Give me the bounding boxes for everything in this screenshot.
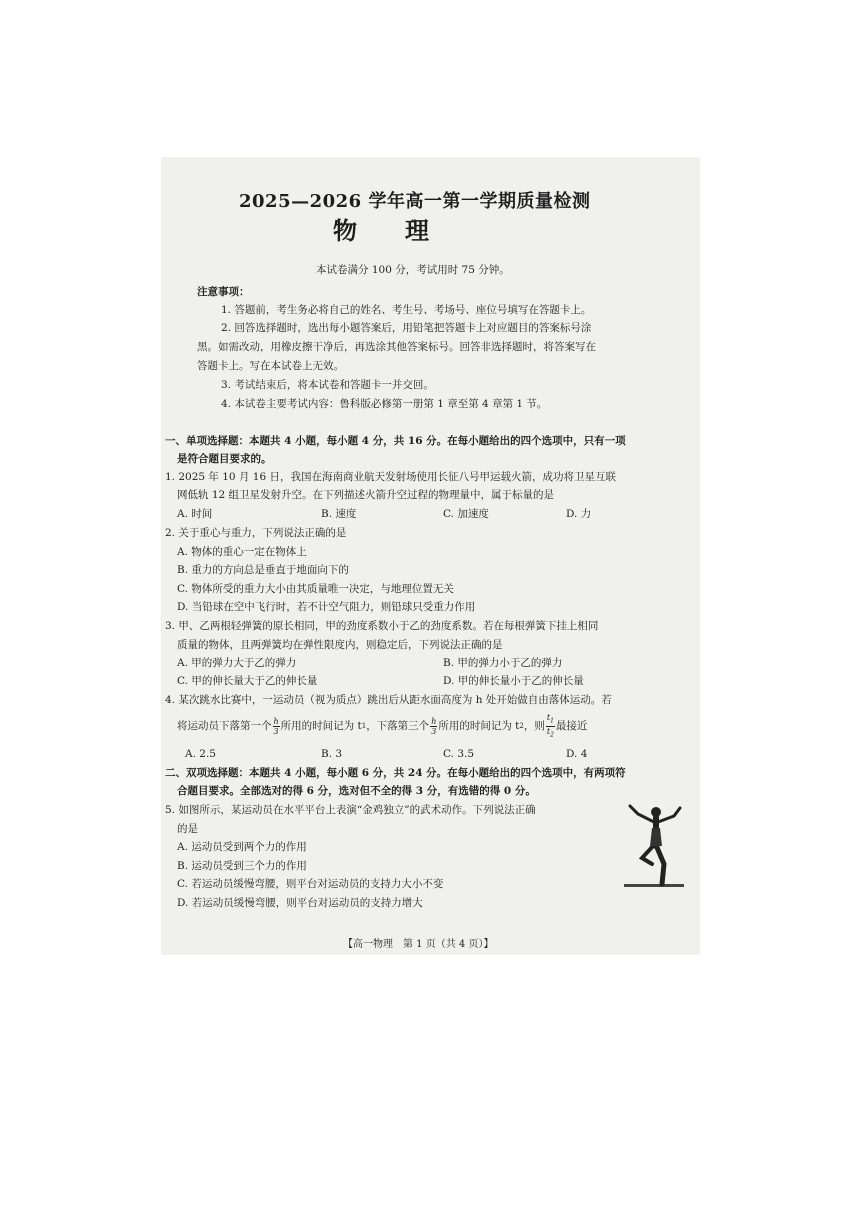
q4-ratio-sub2: 2 — [550, 731, 554, 739]
q4-ratio-numerator — [546, 713, 555, 727]
q2-option-b: B. 重力的方向总是垂直于地面向下的 — [177, 564, 349, 576]
q3-option-c: C. 甲的伸长量大于乙的伸长量 — [177, 675, 318, 687]
q4-stem: 4. 某次跳水比赛中，一运动员（视为质点）跳出后从距水面高度为 h 处开始做自由落体运动。若 — [165, 694, 612, 706]
notice-2-cont2: 答题卡上。写在本试卷上无效。 — [197, 360, 344, 372]
q4-fraction-h-over-3-b — [430, 717, 437, 736]
notice-2-cont: 黑。如需改动，用橡皮擦干净后，再选涂其他答案标号。回答非选择题时，将答案写在 — [197, 341, 596, 353]
q4-option-a: A. 2.5 — [185, 748, 216, 760]
q1-option-d: D. 力 — [566, 508, 592, 520]
q3-stem: 3. 甲、乙两根轻弹簧的原长相同，甲的劲度系数小于乙的劲度系数。若在每根弹簧下挂上相同 — [165, 620, 599, 632]
page-footer: 【高一物理 第 1 页（共 4 页）】 — [343, 939, 494, 950]
q4-stem-formula — [177, 713, 587, 739]
q4-ratio-denominator — [547, 727, 554, 740]
q3-option-d: D. 甲的伸长量小于乙的伸长量 — [443, 675, 584, 687]
q4-option-d: D. 4 — [566, 748, 588, 760]
q4-option-c: C. 3.5 — [443, 748, 475, 760]
notice-3: 3. 考试结束后，将本试卷和答题卡一并交回。 — [221, 379, 434, 391]
q2-option-c: C. 物体所受的重力大小由其质量唯一决定，与地理位置无关 — [177, 583, 454, 595]
section1-heading-cont: 是符合题目要求的。 — [177, 453, 272, 465]
q5-option-c: C. 若运动员缓慢弯腰，则平台对运动员的支持力大小不变 — [177, 878, 444, 890]
notice-4: 4. 本试卷主要考试内容：鲁科版必修第一册第 1 章至第 4 章第 1 节。 — [221, 398, 548, 410]
q4-text-1: 将运动员下落第一个 — [177, 720, 272, 733]
q4-fraction-t1-over-t2 — [546, 713, 555, 739]
q5-option-d: D. 若运动员缓慢弯腰，则平台对运动员的支持力增大 — [177, 897, 423, 909]
q1-option-a: A. 时间 — [177, 508, 213, 520]
section2-heading: 二、双项选择题：本题共 4 小题，每小题 6 分，共 24 分。在每小题给出的四个选项中，有两项符 — [165, 767, 626, 779]
q4-text-5: ，则 — [523, 720, 545, 733]
q4-fraction-h-over-3 — [273, 717, 280, 736]
exam-paper — [161, 157, 700, 955]
q1-option-c: C. 加速度 — [443, 508, 489, 520]
q4-text-3: ，下落第三个 — [366, 720, 430, 733]
exam-title: 2025—2026 学年高一第一学期质量检测 — [239, 191, 591, 212]
q4-frac-numerator-b: h — [431, 716, 437, 726]
q2-option-a: A. 物体的重心一定在物体上 — [177, 546, 307, 558]
section1-heading: 一、单项选择题：本题共 4 小题，每小题 4 分，共 16 分。在每小题给出的四个选项中，只有一项 — [165, 435, 626, 447]
q5-option-b: B. 运动员受到三个力的作用 — [177, 860, 307, 872]
notice-1: 1. 答题前，考生务必将自己的姓名、考生号、考场号、座位号填写在答题卡上。 — [221, 304, 592, 316]
q1-stem: 1. 2025 年 10 月 16 日，我国在海南商业航天发射场使用长征八号甲运载火箭，成功将卫星互联 — [165, 471, 616, 483]
q2-option-d: D. 当铅球在空中飞行时，若不计空气阻力，则铅球只受重力作用 — [177, 601, 476, 613]
q3-option-a: A. 甲的弹力大于乙的弹力 — [177, 657, 297, 669]
subject-title: 物理 — [333, 216, 477, 245]
q4-ratio-sub1: 1 — [550, 717, 554, 725]
notice-2: 2. 回答选择题时，选出每小题答案后，用铅笔把答题卡上对应题目的答案标号涂 — [221, 322, 592, 334]
q4-ratio-t2: t — [546, 726, 551, 736]
q2-stem: 2. 关于重心与重力，下列说法正确的是 — [165, 527, 347, 539]
q3-option-b: B. 甲的弹力小于乙的弹力 — [443, 657, 563, 669]
q4-t2-subscript: 2 — [519, 722, 524, 731]
q3-stem-cont: 质量的物体，且两弹簧均在弹性限度内，则稳定后，下列说法正确的是 — [177, 639, 503, 651]
q4-frac-denominator: 3 — [273, 726, 279, 736]
q4-option-b: B. 3 — [321, 748, 343, 760]
martial-artist-figure-icon — [616, 800, 688, 892]
q5-option-a: A. 运动员受到两个力的作用 — [177, 841, 307, 853]
q1-stem-cont: 网低轨 12 组卫星发射升空。在下列描述火箭升空过程的物理量中，属于标量的是 — [177, 489, 555, 501]
exam-info: 本试卷满分 100 分，考试用时 75 分钟。 — [316, 264, 510, 276]
q4-text-6: 最接近 — [555, 720, 588, 733]
q1-option-b: B. 速度 — [321, 508, 357, 520]
section2-heading-cont: 合题目要求。全部选对的得 6 分，选对但不全的得 3 分，有选错的得 0 分。 — [177, 785, 536, 797]
q4-text-4: 所用的时间记为 t — [438, 720, 520, 733]
q4-text-2: 所用的时间记为 t — [280, 720, 362, 733]
q4-frac-denominator-b: 3 — [431, 726, 437, 736]
notice-header: 注意事项： — [197, 286, 250, 298]
q5-stem-cont: 的是 — [177, 823, 198, 835]
q4-frac-numerator: h — [273, 716, 279, 726]
q5-stem: 5. 如图所示，某运动员在水平平台上表演“金鸡独立”的武术动作。下列说法正确 — [165, 804, 536, 816]
q4-ratio-t1: t — [546, 713, 551, 722]
q4-t1-subscript: 1 — [361, 722, 367, 731]
